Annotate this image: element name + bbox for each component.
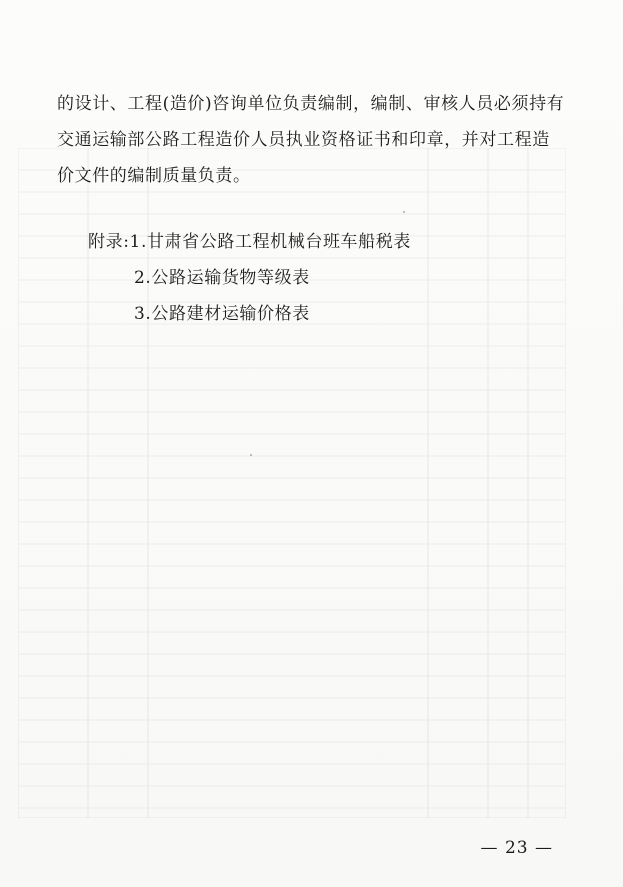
appendix-item-1: 附录:1.甘肃省公路工程机械台班车船税表 xyxy=(88,232,411,252)
appendix-list xyxy=(88,224,411,332)
body-line-1: 的设计、工程(造价)咨询单位负责编制，编制、审核人员必须持有 xyxy=(57,94,565,114)
scan-speck xyxy=(250,454,252,456)
scan-speck xyxy=(403,211,405,213)
body-paragraph xyxy=(57,86,577,194)
body-line-3: 价文件的编制质量负责。 xyxy=(57,166,251,186)
page-number: — 23 — xyxy=(480,838,553,858)
appendix-item-2: 2.公路运输货物等级表 xyxy=(134,268,310,288)
body-line-2: 交通运输部公路工程造价人员执业资格证书和印章，并对工程造 xyxy=(57,130,550,150)
appendix-item-3: 3.公路建材运输价格表 xyxy=(134,304,310,324)
